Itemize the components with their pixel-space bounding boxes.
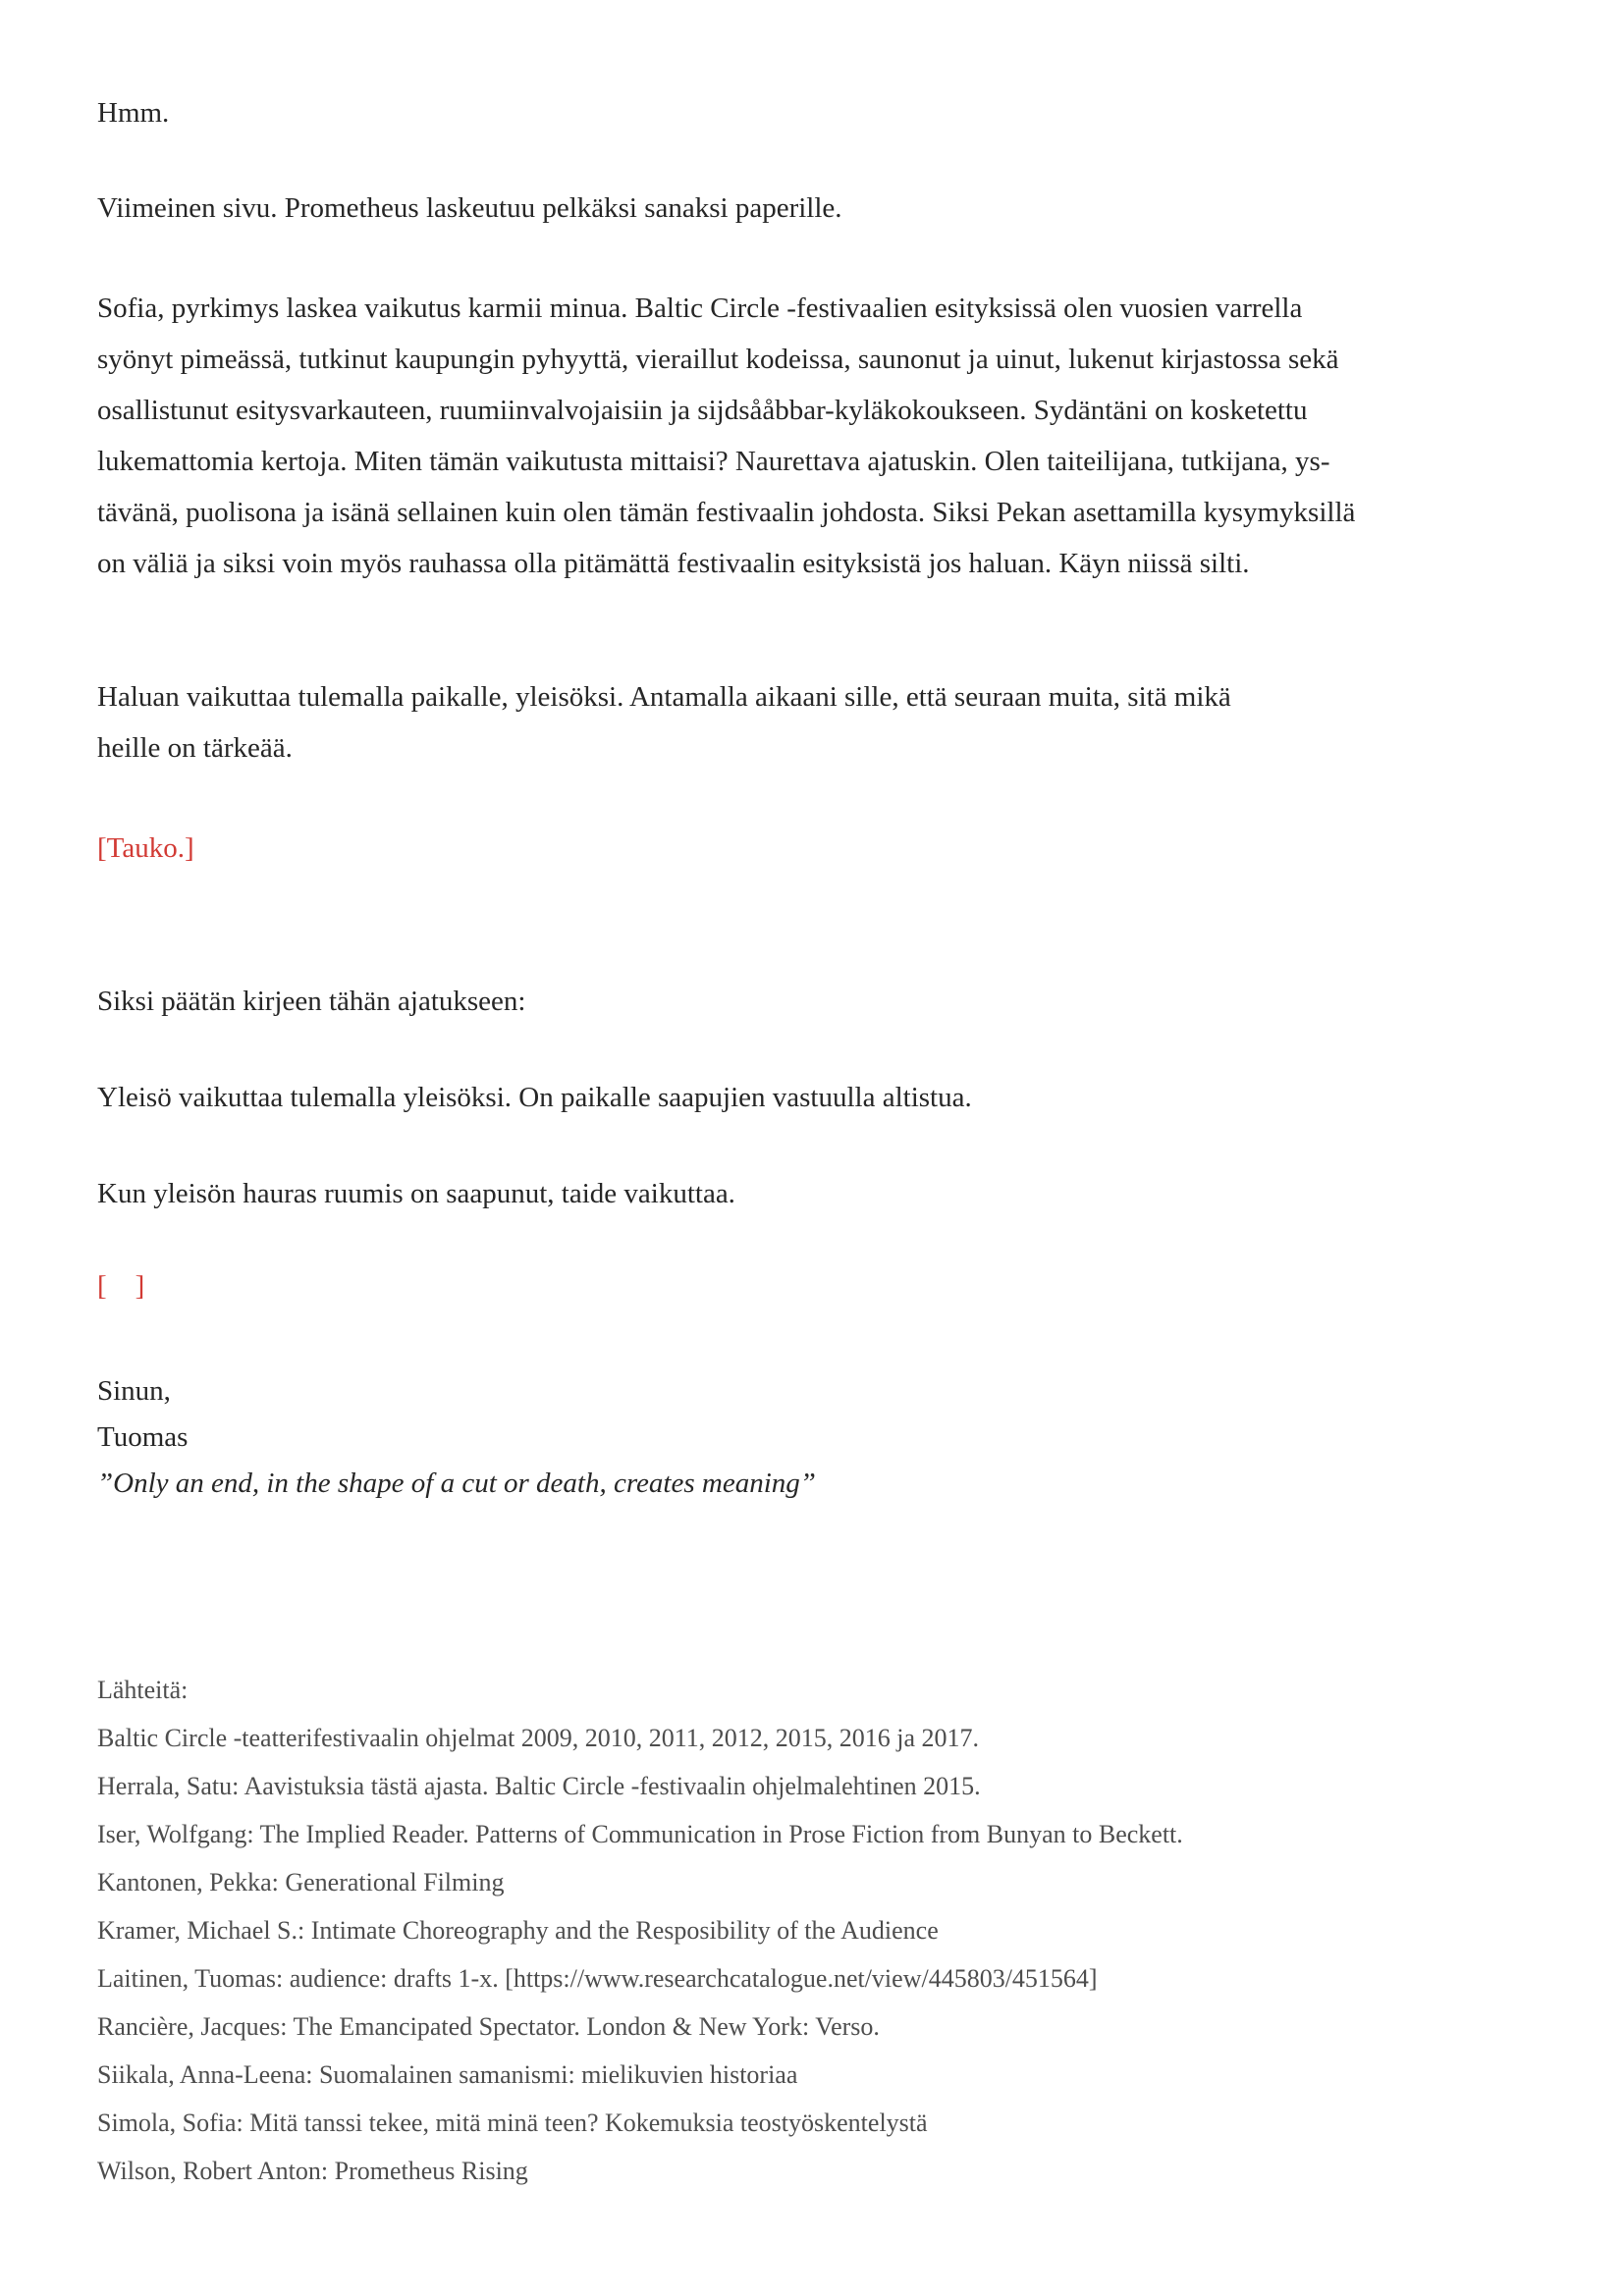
signature-name: Tuomas (97, 1421, 189, 1453)
kun-paragraph (97, 1168, 1565, 1219)
source-item: Laitinen, Tuomas: audience: drafts 1-x. [https://www.researchcatalogue.net/view/445803/451564] (97, 1964, 1098, 1993)
paragraph-line: syönyt pimeässä, tutkinut kaupungin pyhyyttä, vieraillut kodeissa, saunonut ja uinut, lukenut kirjastossa sekä (97, 344, 1339, 375)
paragraph-line: heille on tärkeää. (97, 732, 293, 764)
yleiso-paragraph (97, 1072, 1565, 1123)
empty-brackets-marker: [ ] (97, 1270, 145, 1302)
paragraph-line: Sofia, pyrkimys laskea vaikutus karmii minua. Baltic Circle -festivaalien esityksissä olen vuosien varrella (97, 293, 1303, 324)
main-paragraph (97, 283, 1565, 589)
closing-quote: ”Only an end, in the shape of a cut or death, creates meaning” (97, 1468, 816, 1499)
signoff-line: Sinun, (97, 1375, 171, 1407)
source-item: Iser, Wolfgang: The Implied Reader. Patterns of Communication in Prose Fiction from Bunyan to Beckett. (97, 1820, 1183, 1848)
source-item: Siikala, Anna-Leena: Suomalainen samanismi: mielikuvien historiaa (97, 2060, 798, 2089)
opening-line: Hmm. (97, 97, 170, 129)
paragraph-line: osallistunut esitysvarkauteen, ruumiinvalvojaisiin ja sijdsååbbar-kyläkokoukseen. Sydäntäni on kosketettu (97, 395, 1308, 426)
haluan-paragraph (97, 671, 1565, 774)
paragraph-line: Haluan vaikuttaa tulemalla paikalle, yleisöksi. Antamalla aikaani sille, että seuraan muita, sitä mikä (97, 681, 1231, 713)
letter-opening (97, 87, 1565, 138)
signature-block (97, 1368, 1565, 1507)
empty-brackets-block (97, 1260, 1565, 1311)
paragraph-line: on väliä ja siksi voin myös rauhassa olla pitämättä festivaalin esityksistä jos haluan. Käyn niissä silti. (97, 548, 1250, 579)
last-page-paragraph (97, 183, 1565, 234)
sources-section (97, 1666, 1565, 2195)
paragraph-line: Kun yleisön hauras ruumis on saapunut, taide vaikuttaa. (97, 1178, 735, 1209)
source-item: Simola, Sofia: Mitä tanssi tekee, mitä minä teen? Kokemuksia teostyöskentelystä (97, 2109, 928, 2137)
pause-marker-block (97, 823, 1565, 874)
closing-intro-paragraph (97, 976, 1565, 1027)
source-item: Rancière, Jacques: The Emancipated Spectator. London & New York: Verso. (97, 2012, 880, 2041)
paragraph-line: tävänä, puolisona ja isänä sellainen kuin olen tämän festivaalin johdosta. Siksi Pekan asettamilla kysymyksillä (97, 497, 1356, 528)
paragraph-line: Siksi päätän kirjeen tähän ajatukseen: (97, 986, 526, 1017)
sources-heading: Lähteitä: (97, 1676, 189, 1704)
pause-marker: [Tauko.] (97, 832, 194, 864)
source-item: Baltic Circle -teatterifestivaalin ohjelmat 2009, 2010, 2011, 2012, 2015, 2016 ja 2017. (97, 1724, 980, 1752)
source-item: Kramer, Michael S.: Intimate Choreography and the Resposibility of the Audience (97, 1916, 939, 1945)
source-item: Wilson, Robert Anton: Prometheus Rising (97, 2157, 528, 2185)
paragraph-line: Yleisö vaikuttaa tulemalla yleisöksi. On paikalle saapujien vastuulla altistua. (97, 1082, 972, 1113)
paragraph-line: Viimeinen sivu. Prometheus laskeutuu pelkäksi sanaksi paperille. (97, 192, 842, 224)
paragraph-line: lukemattomia kertoja. Miten tämän vaikutusta mittaisi? Naurettava ajatuskin. Olen taiteilijana, tutkijana, ys- (97, 446, 1330, 477)
source-item: Kantonen, Pekka: Generational Filming (97, 1868, 505, 1896)
source-item: Herrala, Satu: Aavistuksia tästä ajasta. Baltic Circle -festivaalin ohjelmalehtinen 2015. (97, 1772, 981, 1800)
